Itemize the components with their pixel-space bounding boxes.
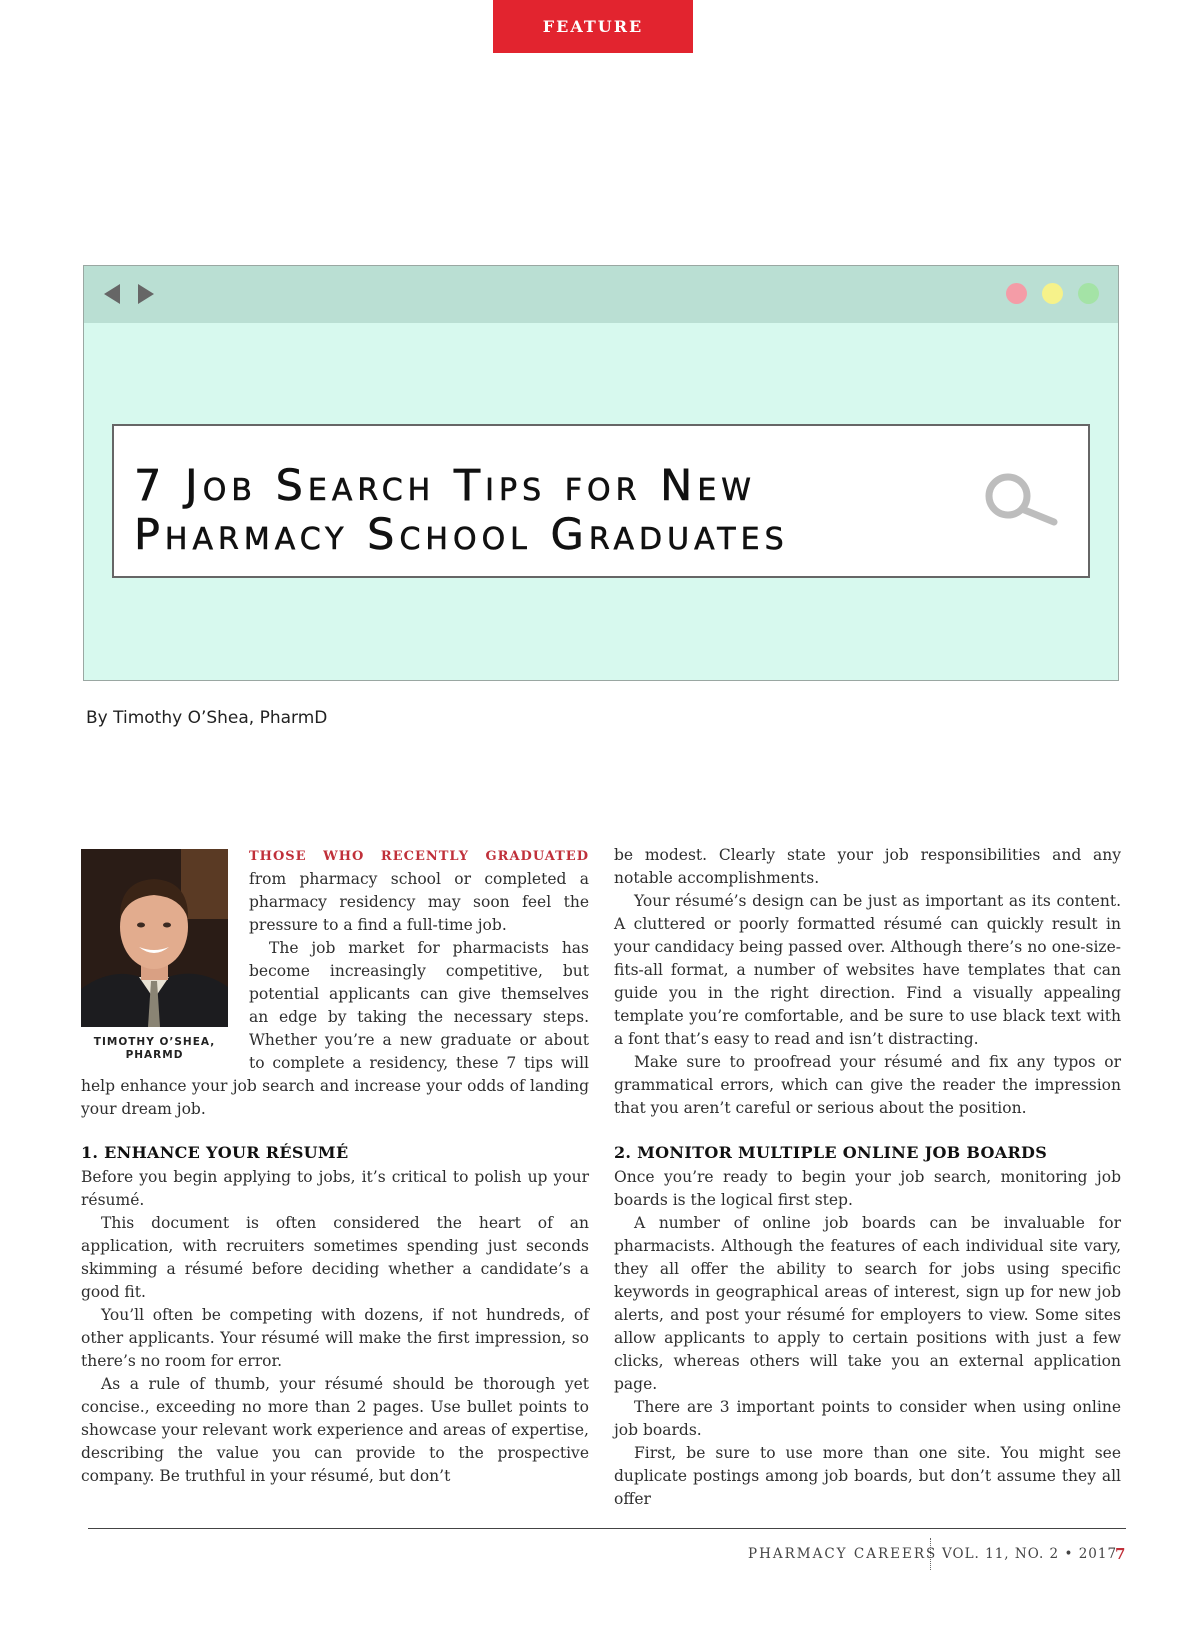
magnifier-icon: [982, 472, 1064, 532]
section-1-paragraph: You’ll often be competing with dozens, if not hundreds, of other applicants. Your résumé will make the first impression, so there’s no room for error.: [81, 1306, 589, 1370]
banner-title-box: [112, 424, 1090, 578]
footer-separator: [930, 1538, 931, 1570]
section-2-body: [614, 1166, 1121, 1511]
section-1-paragraph: Before you begin applying to jobs, it’s critical to polish up your résumé.: [81, 1168, 589, 1209]
article-title: [134, 462, 954, 560]
section-2-paragraph: There are 3 important points to consider when using online job boards.: [614, 1398, 1121, 1439]
article-title-line-2: Pharmacy School Graduates: [134, 510, 789, 560]
section-1-heading: 1. ENHANCE YOUR RÉSUMÉ: [81, 1143, 349, 1162]
column-2-paragraph: Your résumé’s design can be just as important as its content. A cluttered or poorly formatted résumé can quickly result in your candidacy being passed over. Although there’s no one-size-fits-all format, a number of websites have templates that can guide you in the right direction. Find a visually appealing template you’re comfortable, and be sure to use black text with a font that’s easy to read and isn’t distracting.: [614, 892, 1121, 1048]
browser-toolbar: [84, 266, 1118, 323]
column-2-continuation: [614, 844, 1121, 1120]
lead-in: THOSE WHO RECENTLY GRADUATED: [249, 849, 589, 864]
section-1-paragraph: This document is often considered the heart of an application, with recruiters sometimes spending just seconds skimming a résumé before deciding whether a candidate’s a good fit.: [81, 1214, 589, 1301]
section-2-paragraph: Once you’re ready to begin your job search, monitoring job boards is the logical first step.: [614, 1168, 1121, 1209]
intro-paragraph-2: The job market for pharmacists has become increasingly competitive, but potential applicants can give themselves an edge by taking the necessary steps. Whether you’re a new graduate or about to complete a residency, these 7 tips will help enhance your job search and increase your odds of landing your dream job.: [81, 939, 589, 1118]
column-2-paragraph: Make sure to proofread your résumé and fix any typos or grammatical errors, which can give the reader the impression that you aren’t careful or serious about the position.: [614, 1053, 1121, 1117]
article-title-line-1: 7 Job Search Tips for New: [134, 461, 756, 511]
column-2-paragraph: be modest. Clearly state your job responsibilities and any notable accomplishments.: [614, 846, 1121, 887]
window-dot-red-icon: [1006, 283, 1027, 304]
section-tab: FEATURE: [493, 0, 693, 53]
section-2-paragraph: First, be sure to use more than one site. You might see duplicate postings among job boards, but don’t assume they all offer: [614, 1444, 1121, 1508]
section-1-body: [81, 1166, 589, 1488]
section-2-paragraph: A number of online job boards can be invaluable for pharmacists. Although the features of each individual site vary, they all offer the ability to search for jobs using specific keywords in geographical areas of interest, sign up for new job alerts, and post your résumé for employers to view. Some sites allow applicants to apply to certain positions with just a few clicks, whereas others will take you an external application page.: [614, 1214, 1121, 1393]
window-dot-green-icon: [1078, 283, 1099, 304]
back-arrow-icon: [104, 284, 120, 304]
byline: By Timothy O’Shea, PharmD: [86, 708, 328, 728]
footer-issue: VOL. 11, NO. 2 • 2017: [942, 1546, 1118, 1562]
footer-publication: PHARMACY CAREERS: [748, 1546, 938, 1562]
photo-caption-line-2: PHARMD: [125, 1049, 184, 1061]
banner-browser-illustration: [83, 265, 1119, 681]
page-number: 7: [1115, 1545, 1126, 1563]
intro-text: [81, 844, 589, 1121]
section-1-paragraph: As a rule of thumb, your résumé should be thorough yet concise., exceeding no more than 2 pages. Use bullet points to showcase your relevant work experience and areas of expertise, describing the value you can provide to the prospective company. Be truthful in your résumé, but don’t: [81, 1375, 589, 1485]
window-dot-yellow-icon: [1042, 283, 1063, 304]
photo-caption-line-1: TIMOTHY O’SHEA,: [93, 1036, 216, 1048]
section-2-heading: 2. MONITOR MULTIPLE ONLINE JOB BOARDS: [614, 1143, 1048, 1162]
footer-divider: [88, 1528, 1126, 1529]
forward-arrow-icon: [138, 284, 154, 304]
intro-paragraph-1: THOSE WHO RECENTLY GRADUATED from pharmacy school or completed a pharmacy residency may soon feel the pressure to a find a full-time job.: [249, 849, 589, 934]
